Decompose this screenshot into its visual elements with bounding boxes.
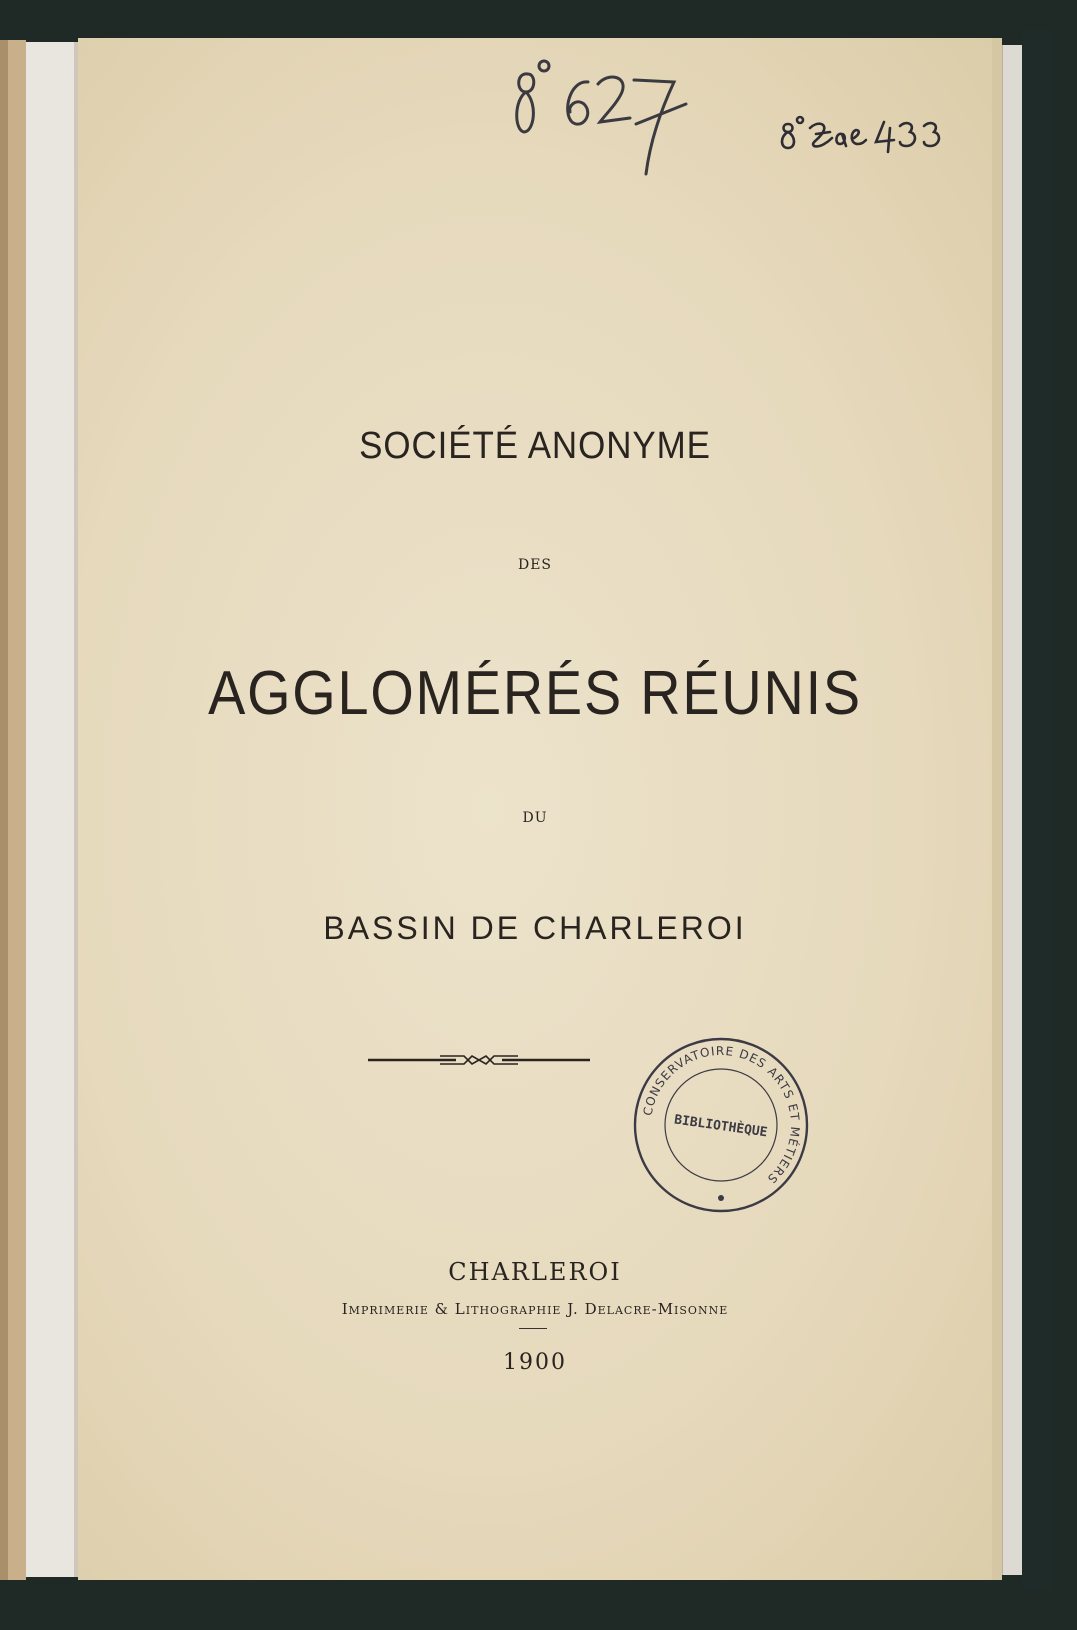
flyleaf — [26, 42, 76, 1577]
page-stack — [1002, 45, 1023, 1575]
title-line-des: DES — [517, 557, 553, 573]
page-edge — [992, 38, 1002, 1580]
title-line-societe: SOCIÉTÉ ANONYME — [359, 425, 711, 467]
handwritten-shelfmark-main — [510, 52, 710, 182]
title-page — [78, 38, 992, 1580]
title-line-du: DU — [522, 810, 548, 826]
imprint-year: 1900 — [503, 1350, 567, 1375]
handwritten-shelfmark-secondary — [780, 112, 950, 162]
imprint-city: CHARLEROI — [448, 1258, 622, 1286]
imprint-printer: Imprimerie & Lithographie J. Delacre-Misonne — [341, 1300, 729, 1318]
book-binding — [1022, 30, 1052, 1590]
ornamental-divider — [368, 1052, 590, 1068]
library-stamp — [626, 1030, 816, 1220]
title-line-agglomeres: AGGLOMÉRÉS RÉUNIS — [208, 659, 862, 728]
book-cover-edge — [0, 40, 8, 1580]
title-line-bassin: BASSIN DE CHARLEROI — [323, 910, 747, 946]
stamp-center-text: BIBLIOTHÈQUE — [673, 1112, 769, 1141]
imprint-rule — [519, 1328, 547, 1329]
stamp-ring-text: CONSERVATOIRE DES ARTS ET MÉTIERS — [640, 1043, 803, 1187]
